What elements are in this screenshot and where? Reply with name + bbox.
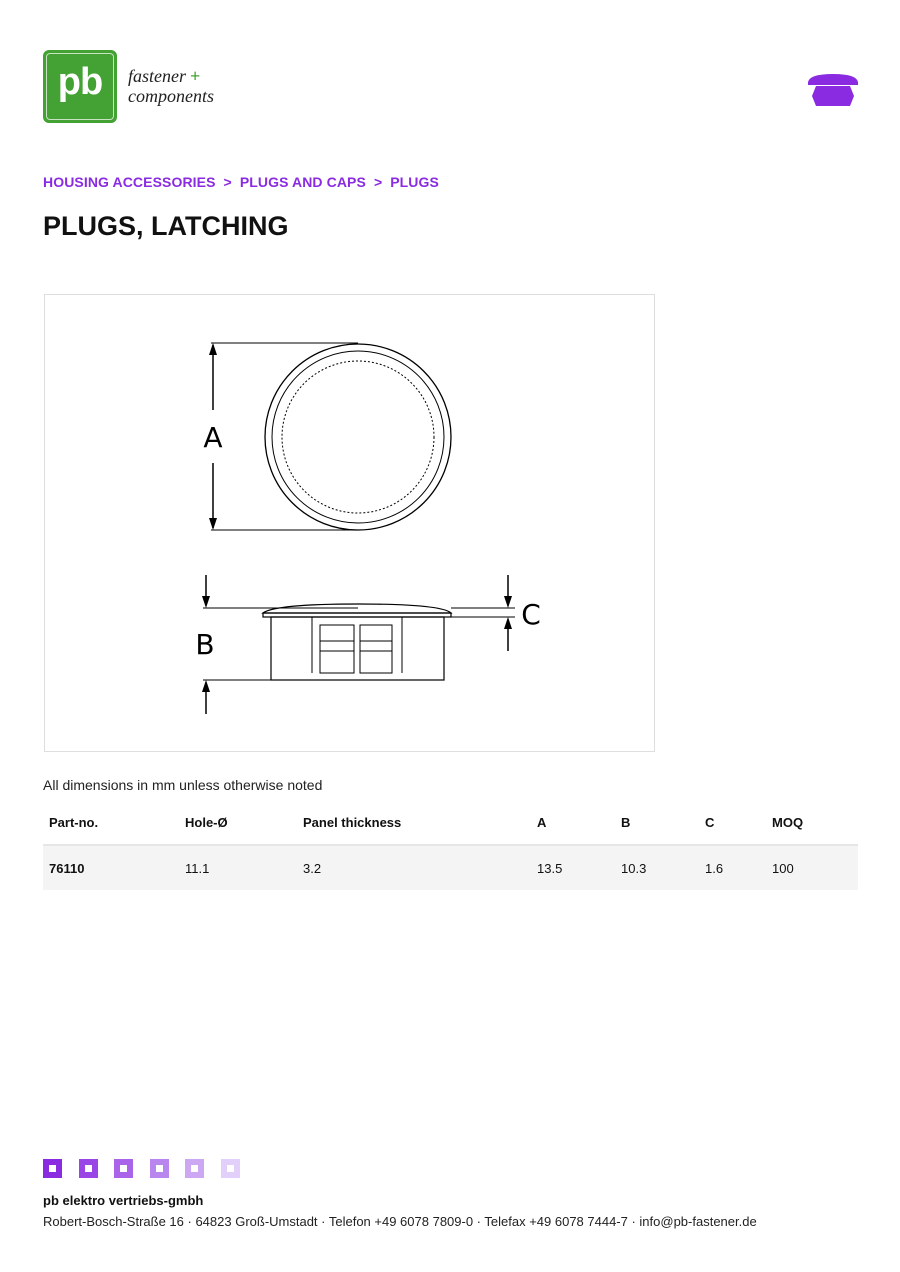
page-title: PLUGS, LATCHING: [43, 211, 289, 241]
header-panel-thickness: Panel thickness: [297, 800, 531, 845]
company-logo: [43, 50, 117, 123]
dimension-label-c: C: [521, 598, 541, 631]
company-address: Robert-Bosch-Straße 16 · 64823 Groß-Umstadt · Telefon +49 6078 7809-0 · Telefax +49 6078 7444-7 · info@pb-fastener.de: [43, 1214, 757, 1229]
cell-hole-diameter: 11.1: [179, 845, 297, 890]
header-moq: MOQ: [766, 800, 858, 845]
drawing-canvas: [45, 295, 656, 753]
dimension-b: [195, 575, 358, 714]
side-view: [263, 604, 451, 680]
footer-square: [79, 1159, 98, 1178]
footer-square: [150, 1159, 169, 1178]
cell-panel-thickness: 3.2: [297, 845, 531, 890]
brand-tagline: [128, 66, 214, 106]
footer-square: [43, 1159, 62, 1178]
plug-product-icon: [806, 74, 860, 108]
tagline-line1: fastener: [128, 66, 186, 86]
breadcrumb-separator: >: [373, 174, 383, 190]
breadcrumb-separator: >: [223, 174, 232, 190]
tagline-line2: components: [128, 86, 214, 106]
breadcrumb-housing-accessories[interactable]: HOUSING ACCESSORIES: [43, 174, 216, 190]
dimension-a: [203, 343, 358, 530]
table-header-row: [43, 800, 858, 845]
company-name: pb elektro vertriebs-gmbh: [43, 1193, 204, 1208]
top-view: [265, 344, 451, 530]
breadcrumb: [43, 174, 439, 190]
footer-square: [221, 1159, 240, 1178]
cell-part-no: 76110: [43, 845, 179, 890]
spec-table: [43, 800, 858, 890]
cell-a: 13.5: [531, 845, 615, 890]
footer-square: [185, 1159, 204, 1178]
cell-b: 10.3: [615, 845, 699, 890]
cell-c: 1.6: [699, 845, 766, 890]
logo-text: pb: [57, 61, 103, 103]
dimension-c: [451, 575, 541, 651]
header-part-no: Part-no.: [43, 800, 179, 845]
breadcrumb-plugs-and-caps[interactable]: PLUGS AND CAPS: [239, 174, 366, 190]
header-a: A: [531, 800, 615, 845]
dimension-note: All dimensions in mm unless otherwise noted: [43, 777, 323, 793]
footer-square: [114, 1159, 133, 1178]
cell-moq: 100: [766, 845, 858, 890]
header-c: C: [699, 800, 766, 845]
tagline-plus: +: [190, 66, 201, 86]
dimension-label-a: A: [203, 421, 223, 454]
technical-drawing: [44, 294, 655, 752]
header-hole-diameter: Hole-Ø: [179, 800, 297, 845]
breadcrumb-plugs[interactable]: PLUGS: [390, 174, 439, 190]
table-row[interactable]: [43, 845, 858, 890]
dimension-label-b: B: [195, 628, 215, 661]
header-b: B: [615, 800, 699, 845]
